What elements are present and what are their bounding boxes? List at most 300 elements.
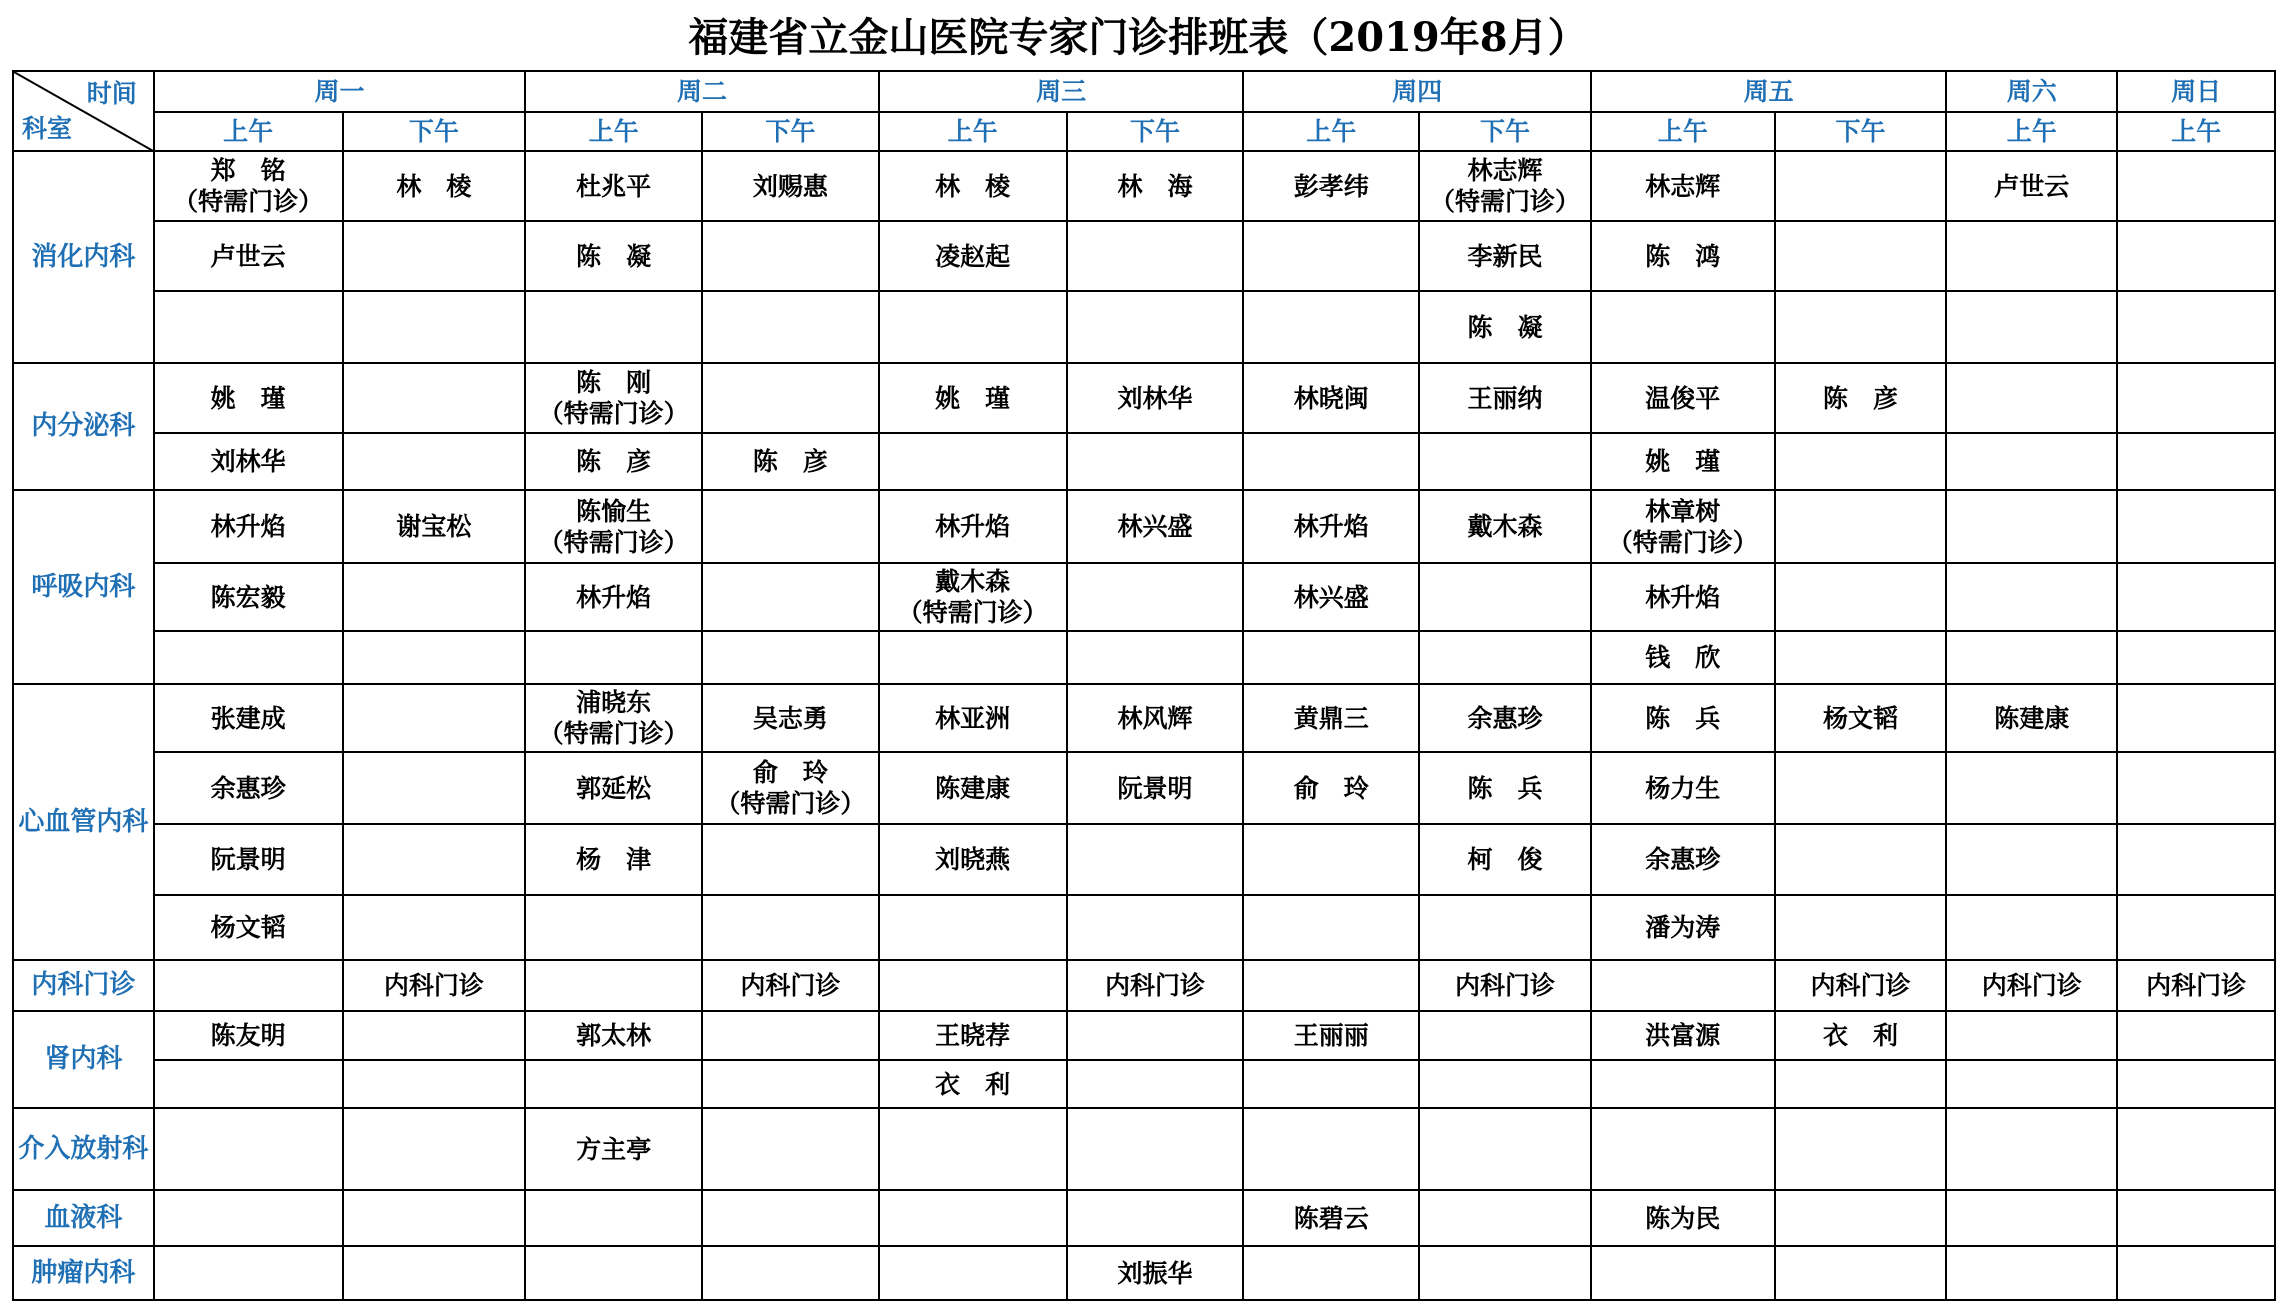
- schedule-cell: [1419, 291, 1591, 363]
- day-header-row: [13, 71, 2275, 112]
- schedule-cell: [525, 363, 702, 433]
- department-label: 呼吸内科: [13, 490, 154, 684]
- doctor-name: 林志辉 （特需门诊）: [1429, 156, 1580, 216]
- schedule-cell: [1419, 824, 1591, 895]
- schedule-cell: [1067, 1011, 1244, 1060]
- schedule-cell: [1591, 752, 1775, 824]
- schedule-cell: [879, 1190, 1067, 1246]
- doctor-name: 林升焰: [935, 512, 1011, 541]
- schedule-cell: [1243, 752, 1419, 824]
- schedule-cell: [1243, 563, 1419, 631]
- doctor-name: 内科门诊: [1981, 971, 2082, 1000]
- schedule-cell: [525, 433, 702, 490]
- schedule-cell: [1591, 1108, 1775, 1190]
- schedule-row: [13, 684, 2275, 752]
- schedule-cell: [154, 1060, 343, 1108]
- half-header-3-am: 上午: [879, 112, 1067, 151]
- schedule-cell: [1067, 895, 1244, 960]
- schedule-cell: [1419, 563, 1591, 631]
- corner-cell: [13, 71, 154, 151]
- schedule-cell: [2117, 631, 2275, 684]
- doctor-name: 杨文韬: [1823, 703, 1899, 733]
- schedule-cell: [879, 684, 1067, 752]
- schedule-cell: [702, 433, 879, 490]
- schedule-cell: [525, 563, 702, 631]
- schedule-cell: [1419, 221, 1591, 291]
- schedule-cell: [2117, 433, 2275, 490]
- schedule-cell: [2117, 752, 2275, 824]
- schedule-cell: [343, 824, 526, 895]
- schedule-cell: [1946, 1011, 2117, 1060]
- schedule-cell: [1067, 684, 1244, 752]
- schedule-cell: [1419, 1190, 1591, 1246]
- schedule-cell: [1419, 631, 1591, 684]
- schedule-cell: [1243, 221, 1419, 291]
- schedule-cell: [1243, 895, 1419, 960]
- schedule-cell: [1775, 960, 1947, 1011]
- schedule-cell: [1591, 1060, 1775, 1108]
- schedule-cell: [343, 1190, 526, 1246]
- schedule-cell: [343, 631, 526, 684]
- schedule-cell: [1946, 631, 2117, 684]
- schedule-cell: [1946, 895, 2117, 960]
- schedule-cell: [1067, 291, 1244, 363]
- corner-dept-label: 科室: [22, 114, 73, 143]
- half-header-4-am: 上午: [1243, 112, 1419, 151]
- day-header-1: 周一: [154, 71, 526, 112]
- department-label: 消化内科: [13, 151, 154, 363]
- doctor-name: 戴木森 （特需门诊）: [897, 567, 1048, 627]
- schedule-cell: [343, 363, 526, 433]
- schedule-cell: [1591, 684, 1775, 752]
- schedule-cell: [1591, 433, 1775, 490]
- schedule-row: [13, 151, 2275, 221]
- schedule-row: [13, 490, 2275, 563]
- half-header-row: [13, 112, 2275, 151]
- schedule-cell: [1243, 363, 1419, 433]
- schedule-cell: [525, 1011, 702, 1060]
- schedule-cell: [1591, 631, 1775, 684]
- schedule-cell: [154, 151, 343, 221]
- schedule-cell: [1591, 363, 1775, 433]
- schedule-cell: [154, 895, 343, 960]
- schedule-cell: [879, 433, 1067, 490]
- doctor-name: 陈愉生 （特需门诊）: [538, 496, 689, 557]
- doctor-name: 陈 彦: [1823, 383, 1899, 413]
- doctor-name: 姚 瑾: [210, 383, 286, 413]
- schedule-cell: [154, 433, 343, 490]
- schedule-cell: [1591, 490, 1775, 563]
- doctor-name: 内科门诊: [1104, 971, 1205, 1000]
- doctor-name: 内科门诊: [2146, 971, 2247, 1000]
- schedule-cell: [1419, 1108, 1591, 1190]
- doctor-name: 温俊平: [1645, 383, 1721, 413]
- schedule-cell: [1946, 291, 2117, 363]
- doctor-name: 刘林华: [1117, 383, 1193, 413]
- schedule-cell: [1067, 221, 1244, 291]
- schedule-cell: [154, 752, 343, 824]
- doctor-name: 洪富源: [1645, 1021, 1721, 1050]
- schedule-row: [13, 1246, 2275, 1300]
- schedule-cell: [154, 221, 343, 291]
- schedule-cell: [879, 1011, 1067, 1060]
- department-label: 血液科: [13, 1190, 154, 1246]
- department-label: 心血管内科: [13, 684, 154, 960]
- doctor-name: 林亚洲: [935, 703, 1011, 733]
- schedule-cell: [1591, 291, 1775, 363]
- schedule-cell: [525, 960, 702, 1011]
- schedule-cell: [1419, 433, 1591, 490]
- schedule-cell: [1775, 752, 1947, 824]
- doctor-name: 阮景明: [210, 845, 286, 874]
- schedule-cell: [343, 433, 526, 490]
- doctor-name: 郭太林: [576, 1021, 652, 1050]
- schedule-cell: [1946, 1060, 2117, 1108]
- schedule-cell: [1775, 1190, 1947, 1246]
- doctor-name: 林升焰: [210, 512, 286, 541]
- schedule-cell: [525, 895, 702, 960]
- doctor-name: 浦晓东 （特需门诊）: [538, 688, 689, 748]
- schedule-cell: [702, 291, 879, 363]
- schedule-cell: [879, 363, 1067, 433]
- schedule-cell: [1591, 151, 1775, 221]
- schedule-cell: [879, 895, 1067, 960]
- half-header-1-pm: 下午: [343, 112, 526, 151]
- schedule-cell: [525, 490, 702, 563]
- schedule-cell: [1067, 151, 1244, 221]
- schedule-cell: [525, 151, 702, 221]
- schedule-cell: [702, 960, 879, 1011]
- schedule-table: [12, 70, 2276, 1301]
- doctor-name: 内科门诊: [1810, 971, 1911, 1000]
- doctor-name: 王晓荐: [935, 1021, 1011, 1050]
- schedule-cell: [702, 1060, 879, 1108]
- schedule-cell: [1775, 433, 1947, 490]
- schedule-cell: [1067, 752, 1244, 824]
- schedule-row: [13, 221, 2275, 291]
- schedule-cell: [1775, 1246, 1947, 1300]
- doctor-name: 陈为民: [1645, 1203, 1721, 1233]
- schedule-cell: [1946, 563, 2117, 631]
- schedule-cell: [1243, 151, 1419, 221]
- schedule-cell: [154, 563, 343, 631]
- schedule-row: [13, 631, 2275, 684]
- schedule-cell: [525, 1190, 702, 1246]
- schedule-cell: [525, 291, 702, 363]
- schedule-cell: [1946, 684, 2117, 752]
- corner-time-label: 时间: [86, 79, 137, 108]
- schedule-cell: [879, 1060, 1067, 1108]
- department-label: 内科门诊: [13, 960, 154, 1011]
- doctor-name: 林风辉: [1117, 703, 1193, 733]
- schedule-cell: [1591, 1011, 1775, 1060]
- schedule-cell: [343, 221, 526, 291]
- half-header-6-am: 上午: [1946, 112, 2117, 151]
- schedule-cell: [525, 1246, 702, 1300]
- doctor-name: 林 棱: [935, 171, 1011, 201]
- doctor-name: 杨 津: [576, 845, 652, 874]
- schedule-cell: [343, 1108, 526, 1190]
- schedule-row: [13, 433, 2275, 490]
- schedule-cell: [702, 752, 879, 824]
- schedule-cell: [1775, 151, 1947, 221]
- schedule-cell: [2117, 1246, 2275, 1300]
- doctor-name: 郭延松: [576, 773, 652, 803]
- doctor-name: 卢世云: [1994, 171, 2070, 201]
- schedule-cell: [1243, 1246, 1419, 1300]
- schedule-row: [13, 1190, 2275, 1246]
- schedule-cell: [702, 1108, 879, 1190]
- schedule-cell: [1419, 151, 1591, 221]
- schedule-row: [13, 960, 2275, 1011]
- schedule-cell: [1243, 291, 1419, 363]
- schedule-cell: [1067, 960, 1244, 1011]
- doctor-name: 刘晓燕: [935, 845, 1011, 874]
- doctor-name: 刘振华: [1117, 1258, 1193, 1288]
- doctor-name: 陈宏毅: [210, 582, 286, 612]
- schedule-cell: [1591, 824, 1775, 895]
- doctor-name: 潘为涛: [1645, 913, 1721, 942]
- schedule-cell: [2117, 824, 2275, 895]
- schedule-row: [13, 1011, 2275, 1060]
- schedule-cell: [525, 752, 702, 824]
- doctor-name: 林志辉: [1645, 171, 1721, 201]
- day-header-5: 周五: [1591, 71, 1947, 112]
- doctor-name: 郑 铭 （特需门诊）: [173, 156, 324, 216]
- schedule-cell: [154, 490, 343, 563]
- schedule-row: [13, 363, 2275, 433]
- department-label: 肾内科: [13, 1011, 154, 1108]
- doctor-name: 彭孝纬: [1293, 171, 1369, 201]
- schedule-cell: [702, 1190, 879, 1246]
- schedule-cell: [154, 1011, 343, 1060]
- doctor-name: 林升焰: [1293, 512, 1369, 541]
- doctor-name: 谢宝松: [396, 512, 472, 541]
- schedule-cell: [1946, 960, 2117, 1011]
- schedule-cell: [2117, 684, 2275, 752]
- day-header-4: 周四: [1243, 71, 1591, 112]
- half-header-5-pm: 下午: [1775, 112, 1947, 151]
- doctor-name: 陈友明: [210, 1021, 286, 1050]
- schedule-cell: [1591, 960, 1775, 1011]
- schedule-cell: [1946, 752, 2117, 824]
- schedule-cell: [879, 221, 1067, 291]
- schedule-cell: [1067, 631, 1244, 684]
- schedule-cell: [879, 752, 1067, 824]
- schedule-cell: [879, 490, 1067, 563]
- schedule-cell: [154, 1246, 343, 1300]
- schedule-cell: [1775, 1060, 1947, 1108]
- doctor-name: 杨力生: [1645, 773, 1721, 803]
- schedule-cell: [2117, 1011, 2275, 1060]
- schedule-cell: [343, 151, 526, 221]
- schedule-cell: [1419, 752, 1591, 824]
- day-header-2: 周二: [525, 71, 879, 112]
- schedule-cell: [702, 1011, 879, 1060]
- doctor-name: 卢世云: [210, 241, 286, 271]
- doctor-name: 戴木森: [1467, 512, 1543, 541]
- schedule-cell: [525, 824, 702, 895]
- schedule-cell: [1946, 151, 2117, 221]
- doctor-name: 钱 欣: [1645, 643, 1721, 672]
- schedule-cell: [879, 291, 1067, 363]
- schedule-cell: [2117, 1108, 2275, 1190]
- doctor-name: 陈 兵: [1467, 773, 1543, 803]
- doctor-name: 杜兆平: [576, 171, 652, 201]
- schedule-cell: [343, 1246, 526, 1300]
- half-header-2-am: 上午: [525, 112, 702, 151]
- doctor-name: 陈 凝: [1467, 312, 1543, 342]
- schedule-cell: [1591, 1246, 1775, 1300]
- half-header-7-am: 上午: [2117, 112, 2275, 151]
- schedule-cell: [343, 960, 526, 1011]
- schedule-cell: [154, 684, 343, 752]
- schedule-row: [13, 1060, 2275, 1108]
- schedule-cell: [1591, 895, 1775, 960]
- schedule-cell: [1419, 490, 1591, 563]
- half-header-5-am: 上午: [1591, 112, 1775, 151]
- doctor-name: 柯 俊: [1467, 845, 1543, 874]
- schedule-cell: [2117, 151, 2275, 221]
- schedule-cell: [343, 684, 526, 752]
- schedule-cell: [1775, 1011, 1947, 1060]
- schedule-row: [13, 563, 2275, 631]
- schedule-cell: [1946, 433, 2117, 490]
- schedule-cell: [879, 1246, 1067, 1300]
- doctor-name: 林晓闽: [1293, 383, 1369, 413]
- doctor-name: 姚 瑾: [1645, 447, 1721, 476]
- doctor-name: 方主亭: [576, 1134, 652, 1164]
- schedule-cell: [1067, 433, 1244, 490]
- doctor-name: 刘赐惠: [752, 171, 828, 201]
- schedule-cell: [702, 824, 879, 895]
- day-header-3: 周三: [879, 71, 1244, 112]
- day-header-6: 周六: [1946, 71, 2117, 112]
- schedule-cell: [2117, 363, 2275, 433]
- schedule-cell: [1067, 1246, 1244, 1300]
- doctor-name: 内科门诊: [1454, 971, 1555, 1000]
- schedule-cell: [154, 291, 343, 363]
- schedule-cell: [879, 563, 1067, 631]
- schedule-cell: [1419, 684, 1591, 752]
- schedule-cell: [702, 363, 879, 433]
- schedule-cell: [1591, 563, 1775, 631]
- doctor-name: 余惠珍: [1645, 845, 1721, 874]
- schedule-cell: [154, 960, 343, 1011]
- schedule-cell: [1419, 960, 1591, 1011]
- schedule-cell: [702, 563, 879, 631]
- schedule-cell: [154, 1108, 343, 1190]
- schedule-cell: [1243, 631, 1419, 684]
- schedule-cell: [1419, 1246, 1591, 1300]
- doctor-name: 陈 兵: [1645, 703, 1721, 733]
- schedule-cell: [702, 1246, 879, 1300]
- doctor-name: 陈建康: [1994, 703, 2070, 733]
- doctor-name: 衣 利: [935, 1069, 1011, 1099]
- schedule-cell: [1946, 824, 2117, 895]
- schedule-cell: [1419, 363, 1591, 433]
- doctor-name: 陈 刚 （特需门诊）: [538, 368, 689, 428]
- schedule-cell: [702, 631, 879, 684]
- schedule-row: [13, 1108, 2275, 1190]
- doctor-name: 姚 瑾: [935, 383, 1011, 413]
- doctor-name: 杨文韬: [210, 913, 286, 942]
- schedule-cell: [343, 1060, 526, 1108]
- schedule-cell: [702, 895, 879, 960]
- day-header-7: 周日: [2117, 71, 2275, 112]
- half-header-4-pm: 下午: [1419, 112, 1591, 151]
- doctor-name: 王丽纳: [1467, 383, 1543, 413]
- doctor-name: 张建成: [210, 703, 286, 733]
- schedule-cell: [1067, 490, 1244, 563]
- schedule-cell: [702, 151, 879, 221]
- schedule-cell: [1243, 490, 1419, 563]
- doctor-name: 陈建康: [935, 773, 1011, 803]
- schedule-cell: [702, 684, 879, 752]
- doctor-name: 陈 凝: [576, 241, 652, 271]
- department-label: 介入放射科: [13, 1108, 154, 1190]
- doctor-name: 陈 彦: [576, 447, 652, 476]
- doctor-name: 林 海: [1117, 171, 1193, 201]
- schedule-cell: [1775, 291, 1947, 363]
- doctor-name: 余惠珍: [1467, 703, 1543, 733]
- schedule-row: [13, 752, 2275, 824]
- schedule-row: [13, 291, 2275, 363]
- schedule-cell: [2117, 1060, 2275, 1108]
- doctor-name: 俞 玲 （特需门诊）: [715, 758, 866, 818]
- doctor-name: 内科门诊: [740, 971, 841, 1000]
- schedule-cell: [1243, 1060, 1419, 1108]
- schedule-cell: [1775, 490, 1947, 563]
- schedule-cell: [154, 363, 343, 433]
- schedule-cell: [343, 490, 526, 563]
- doctor-name: 林升焰: [1645, 582, 1721, 612]
- schedule-cell: [1775, 221, 1947, 291]
- schedule-cell: [1243, 960, 1419, 1011]
- half-header-2-pm: 下午: [702, 112, 879, 151]
- schedule-cell: [1946, 490, 2117, 563]
- schedule-cell: [2117, 221, 2275, 291]
- schedule-cell: [1067, 1190, 1244, 1246]
- schedule-cell: [2117, 563, 2275, 631]
- doctor-name: 凌赵起: [935, 241, 1011, 271]
- schedule-row: [13, 895, 2275, 960]
- schedule-cell: [1591, 1190, 1775, 1246]
- schedule-cell: [343, 563, 526, 631]
- schedule-cell: [1946, 221, 2117, 291]
- department-label: 内分泌科: [13, 363, 154, 490]
- schedule-cell: [1946, 1108, 2117, 1190]
- department-label: 肿瘤内科: [13, 1246, 154, 1300]
- schedule-cell: [2117, 1190, 2275, 1246]
- schedule-cell: [2117, 490, 2275, 563]
- schedule-cell: [1775, 824, 1947, 895]
- schedule-cell: [879, 631, 1067, 684]
- schedule-cell: [1419, 1011, 1591, 1060]
- schedule-cell: [525, 631, 702, 684]
- doctor-name: 林兴盛: [1293, 582, 1369, 612]
- schedule-cell: [1419, 1060, 1591, 1108]
- doctor-name: 余惠珍: [210, 773, 286, 803]
- schedule-cell: [1591, 221, 1775, 291]
- schedule-cell: [2117, 291, 2275, 363]
- doctor-name: 李新民: [1467, 241, 1543, 271]
- schedule-cell: [525, 1108, 702, 1190]
- schedule-cell: [1243, 433, 1419, 490]
- schedule-cell: [2117, 895, 2275, 960]
- schedule-cell: [1775, 684, 1947, 752]
- schedule-cell: [154, 824, 343, 895]
